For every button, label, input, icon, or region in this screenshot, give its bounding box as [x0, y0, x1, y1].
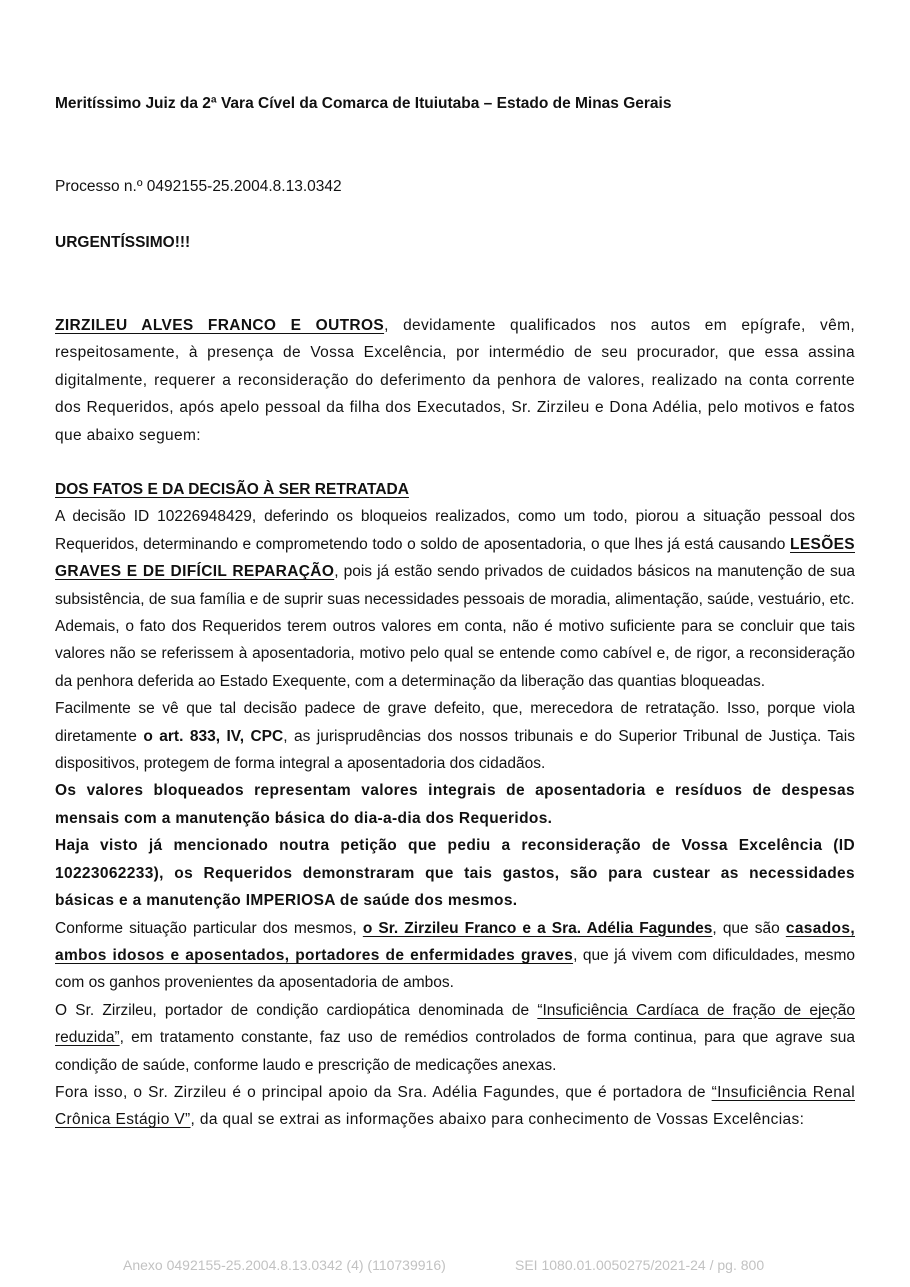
intro-paragraph	[55, 312, 855, 449]
condition-highlight: casados, ambos idosos e aposentados, portadores de enfermidades graves	[55, 919, 855, 964]
paragraph-decision	[55, 503, 855, 613]
annex-reference: Anexo 0492155-25.2004.8.13.0342 (4) (110739916)	[123, 1257, 446, 1273]
paragraph-text: A decisão ID 10226948429, deferindo os bloqueios realizados, como um todo, piorou a situação pessoal dos Requeridos, determinando e comprometendo todo o soldo de aposentadoria, o que lhes já está causando	[55, 508, 855, 553]
paragraph-text: O Sr. Zirzileu, portador de condição cardiopática denominada de	[55, 1001, 538, 1019]
paragraph-text: , as jurisprudências dos nossos tribunais e do Superior Tribunal de Justiça. Tais dispositivos, protegem de forma integral a aposentadoria dos cidadãos.	[55, 727, 855, 773]
paragraph-text: , em tratamento constante, faz uso de remédios controlados de forma continua, para que agrave sua condição de saúde, conforme laudo e prescrição de medicações anexas.	[55, 1029, 855, 1074]
paragraph-cardiac	[55, 997, 855, 1079]
paragraph-other-values: Ademais, o fato dos Requeridos terem outros valores em conta, não é motivo suficiente para se concluir que tais valores não se referissem à aposentadoria, motivo pelo qual se entende como cabível e, de rigor, a reconsideração da penhora deferida ao Estado Exequente, com a determinação da liberação das quantias bloqueadas.	[55, 618, 855, 690]
urgent-label: URGENTÍSSIMO!!!	[55, 234, 191, 251]
cardiac-condition: “Insuficiência Cardíaca de fração de ejeção reduzida”	[55, 1001, 855, 1047]
paragraph-renal	[55, 1079, 855, 1134]
paragraph-blocked-values: Os valores bloqueados representam valores integrais de aposentadoria e resíduos de despesas mensais com a manutenção básica do dia-a-dia dos Requeridos.	[55, 782, 855, 827]
lesoes-graves-highlight: LESÕES GRAVES E DE DIFÍCIL REPARAÇÃO	[55, 535, 855, 581]
paragraph-defect	[55, 695, 855, 777]
paragraph-text: Facilmente se vê que tal decisão padece de grave defeito, que, merecedora de retratação. Isso, porque viola diretamente	[55, 700, 855, 745]
sei-reference: SEI 1080.01.0050275/2021-24 / pg. 800	[515, 1257, 765, 1273]
paragraph-text: , que já vivem com dificuldades, mesmo com os ganhos provenientes da aposentadoria de ambos.	[55, 946, 855, 992]
paragraph-situation	[55, 915, 855, 997]
paragraph-text: Fora isso, o Sr. Zirzileu é o principal apoio da Sra. Adélia Fagundes, que é portadora de	[55, 1083, 712, 1101]
names-highlight: o Sr. Zirzileu Franco e a Sra. Adélia Fagundes	[362, 919, 713, 937]
paragraph-previous-petition: Haja visto já mencionado noutra petição que pediu a reconsideração de Vossa Excelência (ID 10223062233), os Requeridos demonstraram que tais gastos, são para custear as necessidades básicas e a manutenção IMPERIOSA de saúde dos mesmos.	[55, 837, 855, 910]
process-number: Processo n.º 0492155-25.2004.8.13.0342	[55, 178, 342, 195]
paragraph-text: , que são	[712, 919, 786, 937]
paragraph-text: Conforme situação particular dos mesmos,	[55, 919, 363, 937]
renal-condition: “Insuficiência Renal Crônica Estágio V”	[55, 1083, 855, 1129]
article-reference: o art. 833, IV, CPC	[143, 727, 284, 745]
intro-text: , devidamente qualificados nos autos em epígrafe, vêm, respeitosamente, à presença de Vossa Excelência, por intermédio de seu procurador, que essa assina digitalmente, requerer a reconsideração do deferimento da penhora de valores, realizado na conta corrente dos Requeridos, após apelo pessoal da filha dos Executados, Sr. Zirzileu e Dona Adélia, pelo motivos e fatos que abaixo seguem:	[55, 317, 855, 444]
party-name: ZIRZILEU ALVES FRANCO E OUTROS	[55, 317, 385, 334]
facts-section	[55, 476, 855, 1134]
section-title: DOS FATOS E DA DECISÃO À SER RETRATADA	[55, 481, 409, 498]
paragraph-text: , da qual se extrai as informações abaixo para conhecimento de Vossas Excelências:	[190, 1111, 805, 1129]
court-heading: Meritíssimo Juiz da 2ª Vara Cível da Comarca de Ituiutaba – Estado de Minas Gerais	[55, 95, 672, 112]
paragraph-text: , pois já estão sendo privados de cuidados básicos na manutenção de sua subsistência, de sua família e de suprir suas necessidades pessoais de moradia, alimentação, saúde, vestuário, etc.	[55, 563, 855, 608]
